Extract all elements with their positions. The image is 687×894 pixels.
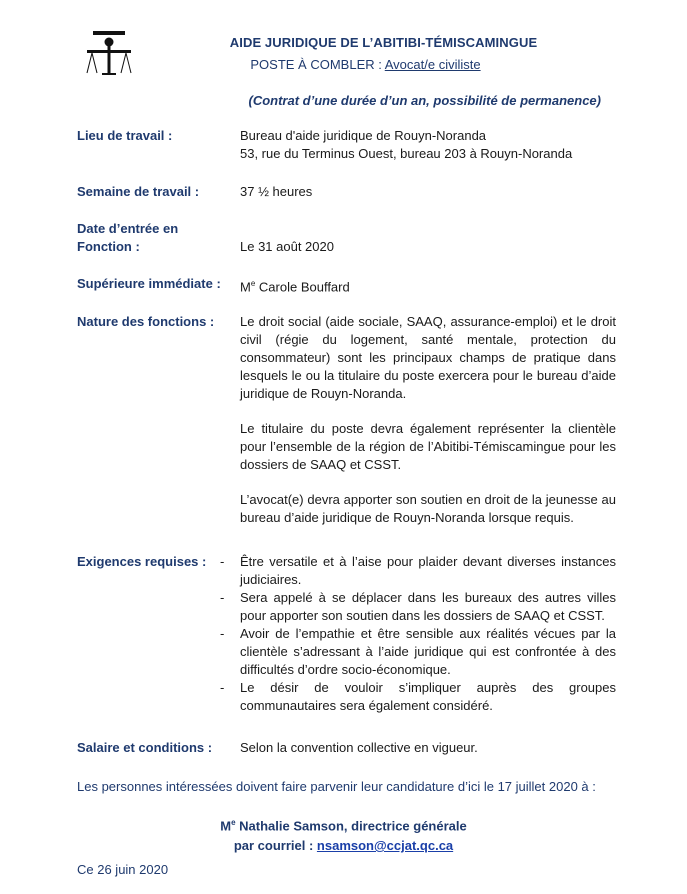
contact-name: [0, 818, 687, 833]
exigences-list: [220, 553, 616, 715]
position-heading: [0, 57, 687, 72]
semaine-label: Semaine de travail :: [77, 184, 200, 199]
semaine-value: 37 ½ heures: [240, 184, 313, 199]
list-item-text: Avoir de l’empathie et être sensible aux réalités vécues par la clientèle s’adressant à l’aide juridique qui est confrontée à des difficultés d’ordre socio-économique.: [240, 626, 616, 677]
salaire-label: Salaire et conditions :: [77, 740, 213, 755]
organization-title: AIDE JURIDIQUE DE L’ABITIBI-TÉMISCAMINGUE: [229, 35, 538, 50]
contact-prefix-sup: e: [231, 818, 236, 827]
list-item-text: Sera appelé à se déplacer dans les bureaux des autres villes pour apporter son soutien dans les dossiers de SAAQ et CSST.: [240, 590, 616, 623]
list-item: [220, 679, 616, 715]
email-label: par courriel :: [233, 838, 317, 853]
lieu-label: Lieu de travail :: [77, 128, 173, 143]
list-item-text: Le désir de vouloir s’impliquer auprès des groupes communautaires sera également considéré.: [240, 680, 616, 713]
nature-paragraph: Le titulaire du poste devra également représenter la clientèle pour l’ensemble de la région de l’Abitibi-Témiscamingue pour les dossiers de SAAQ et CSST.: [240, 421, 616, 472]
superieure-name: Carole Bouffard: [255, 279, 350, 295]
lieu-line-1: Bureau d'aide juridique de Rouyn-Noranda: [240, 128, 487, 143]
application-instructions: Les personnes intéressées doivent faire parvenir leur candidature d’ici le 17 juillet 2020 à :: [77, 779, 596, 794]
nature-label: Nature des fonctions :: [77, 314, 215, 329]
superieure-prefix-sup: e: [250, 279, 256, 288]
lieu-line-2: 53, rue du Terminus Ouest, bureau 203 à Rouyn-Noranda: [240, 146, 573, 161]
contact-prefix: M: [220, 818, 232, 834]
contact-email-line: [0, 838, 687, 853]
position-title: Avocat/e civiliste: [384, 57, 481, 72]
list-item-text: Être versatile et à l’aise pour plaider devant diverses instances judiciaires.: [240, 554, 616, 587]
list-bullet: -: [220, 554, 225, 569]
list-bullet: -: [220, 680, 225, 695]
date-entree-label-line-1: Date d’entrée en: [77, 221, 179, 236]
list-bullet: -: [220, 626, 225, 641]
list-item: [220, 589, 616, 625]
nature-value: [240, 313, 616, 544]
date-entree-label: [77, 220, 178, 256]
lieu-value: [240, 127, 616, 163]
contract-note: (Contrat d’une durée d’un an, possibilité de permanence): [248, 93, 601, 108]
nature-paragraph: L’avocat(e) devra apporter son soutien en droit de la jeunesse au bureau d’aide juridique de Rouyn-Noranda lorsque requis.: [240, 492, 616, 525]
document-date: Ce 26 juin 2020: [77, 862, 169, 877]
contact-name-text: Nathalie Samson, directrice générale: [235, 818, 467, 834]
list-bullet: -: [220, 590, 225, 605]
list-item: [220, 625, 616, 679]
nature-paragraph: Le droit social (aide sociale, SAAQ, assurance-emploi) et le droit civil (régie du logement, santé mentale, protection du consommateur) sont les principaux champs de pratique dans lesquels le ou la titulaire du poste exercera pour le bureau d’aide juridique de Rouyn-Noranda.: [240, 314, 616, 401]
position-prefix: POSTE À COMBLER :: [250, 57, 385, 72]
date-entree-label-line-2: Fonction :: [77, 239, 140, 254]
email-link[interactable]: nsamson@ccjat.qc.ca: [316, 838, 454, 853]
superieure-label: Supérieure immédiate :: [77, 276, 221, 291]
superieure-prefix: M: [240, 279, 251, 295]
exigences-label: Exigences requises :: [77, 554, 207, 569]
salaire-value: Selon la convention collective en vigueur.: [240, 740, 478, 755]
list-item: [220, 553, 616, 589]
superieure-value: [240, 275, 616, 296]
date-entree-value: Le 31 août 2020: [240, 239, 334, 254]
